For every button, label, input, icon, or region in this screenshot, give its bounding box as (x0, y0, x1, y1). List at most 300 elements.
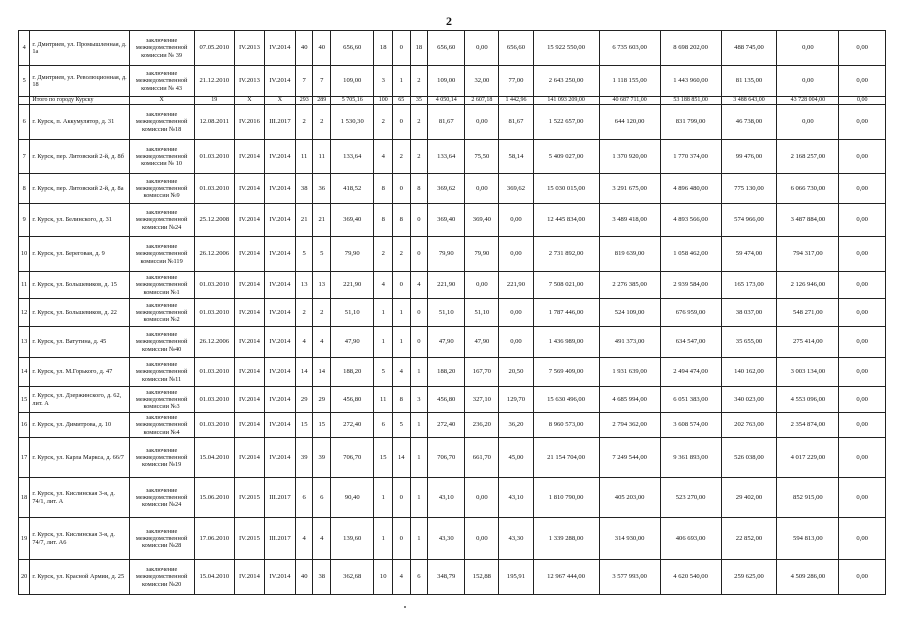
residents-actual-cell: 7 (313, 66, 331, 97)
total-area-cell: 272,40 (331, 413, 374, 438)
row-number-cell: 6 (19, 105, 30, 140)
area-municipal-cell: 58,14 (499, 140, 533, 174)
area-municipal-cell: 36,20 (499, 413, 533, 438)
planned-quarter-cell: X (234, 97, 264, 105)
planned-quarter-cell: IV.2014 (234, 174, 264, 204)
row-number-cell: 17 (19, 438, 30, 478)
rooms-municipal-cell: 1 (410, 358, 428, 387)
area-municipal-cell: 77,00 (499, 66, 533, 97)
document-date-cell: 07.05.2010 (194, 31, 234, 66)
residents-actual-cell: 15 (313, 413, 331, 438)
document-date-cell: 01.03.2010 (194, 387, 234, 413)
area-total-cell: 133,64 (428, 140, 465, 174)
area-total-cell: 369,40 (428, 204, 465, 237)
residents-actual-cell: 39 (313, 438, 331, 478)
funding-fund-cell: 6 735 603,00 (599, 31, 660, 66)
document-cell: заключение межведомственной комиссии №119 (129, 237, 194, 272)
area-private-cell: 0,00 (465, 478, 499, 518)
funding-other-cell: 0,00 (839, 299, 886, 327)
table-row (19, 358, 886, 387)
document-cell: заключение межведомственной комиссии №11 (129, 358, 194, 387)
funding-extra-cell: 794 317,00 (777, 237, 839, 272)
residents-planned-cell: 11 (295, 140, 313, 174)
funding-total-cell: 8 960 573,00 (533, 413, 599, 438)
funding-extra-cell: 3 487 884,00 (777, 204, 839, 237)
row-number-cell: 7 (19, 140, 30, 174)
residents-planned-cell: 293 (295, 97, 313, 105)
funding-local-cell: 775 130,00 (721, 174, 777, 204)
planned-quarter-cell: IV.2014 (234, 140, 264, 174)
document-date-cell: 01.03.2010 (194, 272, 234, 299)
total-area-cell: 188,20 (331, 358, 374, 387)
residents-actual-cell: 4 (313, 327, 331, 358)
rooms-total-cell: 8 (374, 174, 393, 204)
funding-region-cell: 53 188 851,00 (660, 97, 721, 105)
funding-other-cell: 0,00 (839, 438, 886, 478)
rooms-municipal-cell: 8 (410, 174, 428, 204)
rooms-total-cell: 1 (374, 299, 393, 327)
area-municipal-cell: 129,70 (499, 387, 533, 413)
rooms-total-cell: 5 (374, 358, 393, 387)
rooms-private-cell: 0 (393, 31, 411, 66)
document-cell: заключение межведомственной комиссии №40 (129, 327, 194, 358)
funding-total-cell: 12 445 834,00 (533, 204, 599, 237)
funding-fund-cell: 3 291 675,00 (599, 174, 660, 204)
area-total-cell: 188,20 (428, 358, 465, 387)
address-cell: г. Курск, ул. Карла Маркса, д. 66/7 (30, 438, 129, 478)
area-total-cell: 81,67 (428, 105, 465, 140)
planned-quarter-cell: IV.2014 (234, 560, 264, 595)
rooms-municipal-cell: 2 (410, 105, 428, 140)
funding-other-cell: 0,00 (839, 204, 886, 237)
rooms-total-cell: 2 (374, 237, 393, 272)
row-number-cell: 18 (19, 478, 30, 518)
area-municipal-cell: 43,30 (499, 518, 533, 560)
funding-fund-cell: 314 930,00 (599, 518, 660, 560)
actual-quarter-cell: IV.2014 (264, 560, 295, 595)
funding-extra-cell: 4 509 286,00 (777, 560, 839, 595)
residents-actual-cell: 40 (313, 31, 331, 66)
rooms-private-cell: 4 (393, 560, 411, 595)
funding-other-cell: 0,00 (839, 358, 886, 387)
address-cell: г. Курск, пер. Литовский 2-й, д. 8а (30, 174, 129, 204)
funding-region-cell: 1 770 374,00 (660, 140, 721, 174)
actual-quarter-cell: IV.2014 (264, 66, 295, 97)
actual-quarter-cell: IV.2014 (264, 140, 295, 174)
rooms-municipal-cell: 1 (410, 518, 428, 560)
address-cell: г. Курск, ул. Кислинская 3-я, д. 74/1, лит. А (30, 478, 129, 518)
address-cell: г. Курск, ул. Береговая, д. 9 (30, 237, 129, 272)
planned-quarter-cell: IV.2016 (234, 105, 264, 140)
rooms-municipal-cell: 2 (410, 66, 428, 97)
funding-extra-cell: 3 003 134,00 (777, 358, 839, 387)
funding-other-cell: 0,00 (839, 97, 886, 105)
funding-total-cell: 1 810 790,00 (533, 478, 599, 518)
actual-quarter-cell: IV.2014 (264, 358, 295, 387)
area-private-cell: 0,00 (465, 105, 499, 140)
page-number: 2 (446, 14, 452, 28)
area-municipal-cell: 0,00 (499, 204, 533, 237)
funding-extra-cell: 275 414,00 (777, 327, 839, 358)
document-date-cell: 01.03.2010 (194, 413, 234, 438)
planned-quarter-cell: IV.2014 (234, 272, 264, 299)
area-private-cell: 0,00 (465, 272, 499, 299)
table-row (19, 413, 886, 438)
rooms-total-cell: 1 (374, 327, 393, 358)
rooms-private-cell: 1 (393, 299, 411, 327)
area-municipal-cell: 195,91 (499, 560, 533, 595)
document-date-cell: 15.04.2010 (194, 560, 234, 595)
funding-local-cell: 59 474,00 (721, 237, 777, 272)
document-cell: заключение межведомственной комиссии №19 (129, 438, 194, 478)
area-private-cell: 2 607,18 (465, 97, 499, 105)
funding-fund-cell: 2 794 362,00 (599, 413, 660, 438)
funding-extra-cell: 4 553 096,00 (777, 387, 839, 413)
row-number-cell: 14 (19, 358, 30, 387)
funding-fund-cell: 4 685 994,00 (599, 387, 660, 413)
row-number-cell: 4 (19, 31, 30, 66)
table-row (19, 560, 886, 595)
funding-other-cell: 0,00 (839, 413, 886, 438)
funding-fund-cell: 7 249 544,00 (599, 438, 660, 478)
residents-planned-cell: 21 (295, 204, 313, 237)
funding-extra-cell: 0,00 (777, 66, 839, 97)
funding-fund-cell: 819 639,00 (599, 237, 660, 272)
area-total-cell: 456,80 (428, 387, 465, 413)
document-cell: заключение межведомственной комиссии № 43 (129, 66, 194, 97)
area-private-cell: 79,90 (465, 237, 499, 272)
funding-total-cell: 7 508 021,00 (533, 272, 599, 299)
planned-quarter-cell: IV.2013 (234, 31, 264, 66)
funding-other-cell: 0,00 (839, 272, 886, 299)
funding-fund-cell: 2 276 385,00 (599, 272, 660, 299)
document-cell: заключение межведомственной комиссии №3 (129, 387, 194, 413)
address-cell: г. Курск, ул. Ватутина, д. 45 (30, 327, 129, 358)
funding-region-cell: 4 893 566,00 (660, 204, 721, 237)
funding-local-cell: 22 852,00 (721, 518, 777, 560)
funding-region-cell: 4 896 480,00 (660, 174, 721, 204)
residents-actual-cell: 21 (313, 204, 331, 237)
residents-planned-cell: 2 (295, 105, 313, 140)
rooms-private-cell: 0 (393, 174, 411, 204)
funding-extra-cell: 4 017 229,00 (777, 438, 839, 478)
rooms-municipal-cell: 2 (410, 140, 428, 174)
row-number-cell: 11 (19, 272, 30, 299)
funding-extra-cell: 2 126 946,00 (777, 272, 839, 299)
address-cell: г. Курск, ул. Большевиков, д. 22 (30, 299, 129, 327)
planned-quarter-cell: IV.2015 (234, 478, 264, 518)
rooms-municipal-cell: 0 (410, 237, 428, 272)
area-private-cell: 0,00 (465, 31, 499, 66)
rooms-municipal-cell: 4 (410, 272, 428, 299)
rooms-private-cell: 8 (393, 204, 411, 237)
rooms-total-cell: 18 (374, 31, 393, 66)
table-row (19, 237, 886, 272)
document-date-cell: 01.03.2010 (194, 140, 234, 174)
table-row (19, 140, 886, 174)
row-number-cell: 10 (19, 237, 30, 272)
funding-other-cell: 0,00 (839, 478, 886, 518)
area-total-cell: 369,62 (428, 174, 465, 204)
row-number-cell: 8 (19, 174, 30, 204)
funding-local-cell: 488 745,00 (721, 31, 777, 66)
address-cell: г. Курск, ул. М.Горького, д. 47 (30, 358, 129, 387)
row-number-cell (19, 97, 30, 105)
document-date-cell: 26.12.2006 (194, 327, 234, 358)
rooms-private-cell: 0 (393, 272, 411, 299)
area-private-cell: 32,00 (465, 66, 499, 97)
rooms-municipal-cell: 18 (410, 31, 428, 66)
funding-total-cell: 2 731 892,00 (533, 237, 599, 272)
rooms-total-cell: 4 (374, 272, 393, 299)
document-cell: заключение межведомственной комиссии № 10 (129, 140, 194, 174)
funding-fund-cell: 3 489 418,00 (599, 204, 660, 237)
funding-total-cell: 15 030 015,00 (533, 174, 599, 204)
table-row (19, 272, 886, 299)
planned-quarter-cell: IV.2015 (234, 518, 264, 560)
funding-other-cell: 0,00 (839, 66, 886, 97)
address-cell: Итого по городу Курску (30, 97, 129, 105)
row-number-cell: 5 (19, 66, 30, 97)
rooms-private-cell: 4 (393, 358, 411, 387)
funding-other-cell: 0,00 (839, 105, 886, 140)
funding-fund-cell: 3 577 993,00 (599, 560, 660, 595)
rooms-total-cell: 1 (374, 478, 393, 518)
area-private-cell: 236,20 (465, 413, 499, 438)
total-row (19, 97, 886, 105)
residents-planned-cell: 40 (295, 560, 313, 595)
funding-local-cell: 140 162,00 (721, 358, 777, 387)
funding-extra-cell: 594 813,00 (777, 518, 839, 560)
actual-quarter-cell: IV.2014 (264, 327, 295, 358)
table-row (19, 31, 886, 66)
area-total-cell: 43,10 (428, 478, 465, 518)
area-private-cell: 661,70 (465, 438, 499, 478)
residents-actual-cell: 5 (313, 237, 331, 272)
residents-planned-cell: 7 (295, 66, 313, 97)
residents-planned-cell: 14 (295, 358, 313, 387)
total-area-cell: 133,64 (331, 140, 374, 174)
actual-quarter-cell: IV.2014 (264, 438, 295, 478)
funding-local-cell: 259 625,00 (721, 560, 777, 595)
rooms-municipal-cell: 3 (410, 387, 428, 413)
rooms-total-cell: 1 (374, 518, 393, 560)
table-row (19, 327, 886, 358)
address-cell: г. Курск, ул. Большевиков, д. 15 (30, 272, 129, 299)
planned-quarter-cell: IV.2014 (234, 438, 264, 478)
rooms-total-cell: 8 (374, 204, 393, 237)
funding-extra-cell: 0,00 (777, 105, 839, 140)
funding-extra-cell: 2 354 874,00 (777, 413, 839, 438)
area-total-cell: 656,60 (428, 31, 465, 66)
rooms-private-cell: 0 (393, 478, 411, 518)
row-number-cell: 19 (19, 518, 30, 560)
total-area-cell: 109,00 (331, 66, 374, 97)
funding-other-cell: 0,00 (839, 31, 886, 66)
funding-region-cell: 523 270,00 (660, 478, 721, 518)
funding-local-cell: 35 655,00 (721, 327, 777, 358)
row-number-cell: 15 (19, 387, 30, 413)
actual-quarter-cell: IV.2014 (264, 272, 295, 299)
total-area-cell: 90,40 (331, 478, 374, 518)
funding-extra-cell: 852 915,00 (777, 478, 839, 518)
funding-local-cell: 81 135,00 (721, 66, 777, 97)
funding-local-cell: 38 037,00 (721, 299, 777, 327)
total-area-cell: 706,70 (331, 438, 374, 478)
area-private-cell: 152,88 (465, 560, 499, 595)
area-total-cell: 4 050,14 (428, 97, 465, 105)
area-municipal-cell: 1 442,96 (499, 97, 533, 105)
funding-other-cell: 0,00 (839, 387, 886, 413)
address-cell: г. Курск, ул. Димитрова, д. 10 (30, 413, 129, 438)
rooms-private-cell: 5 (393, 413, 411, 438)
residents-actual-cell: 29 (313, 387, 331, 413)
funding-region-cell: 2 939 584,00 (660, 272, 721, 299)
rooms-private-cell: 0 (393, 518, 411, 560)
total-area-cell: 656,60 (331, 31, 374, 66)
residents-planned-cell: 38 (295, 174, 313, 204)
total-area-cell: 456,80 (331, 387, 374, 413)
rooms-private-cell: 2 (393, 140, 411, 174)
total-area-cell: 47,90 (331, 327, 374, 358)
document-date-cell: 01.03.2010 (194, 358, 234, 387)
residents-planned-cell: 39 (295, 438, 313, 478)
residents-actual-cell: 36 (313, 174, 331, 204)
funding-fund-cell: 524 109,00 (599, 299, 660, 327)
funding-local-cell: 526 038,00 (721, 438, 777, 478)
area-municipal-cell: 20,50 (499, 358, 533, 387)
residents-actual-cell: 13 (313, 272, 331, 299)
area-private-cell: 51,10 (465, 299, 499, 327)
funding-other-cell: 0,00 (839, 174, 886, 204)
funding-total-cell: 5 409 027,00 (533, 140, 599, 174)
funding-local-cell: 340 023,00 (721, 387, 777, 413)
actual-quarter-cell: IV.2014 (264, 31, 295, 66)
area-municipal-cell: 369,62 (499, 174, 533, 204)
funding-fund-cell: 644 120,00 (599, 105, 660, 140)
document-cell: заключение межведомственной комиссии № 39 (129, 31, 194, 66)
address-cell: г. Курск, пер. Литовский 2-й, д. 8б (30, 140, 129, 174)
total-area-cell: 5 705,16 (331, 97, 374, 105)
rooms-total-cell: 15 (374, 438, 393, 478)
funding-local-cell: 165 173,00 (721, 272, 777, 299)
row-number-cell: 20 (19, 560, 30, 595)
residents-planned-cell: 15 (295, 413, 313, 438)
planned-quarter-cell: IV.2014 (234, 237, 264, 272)
rooms-private-cell: 0 (393, 105, 411, 140)
residents-actual-cell: 2 (313, 299, 331, 327)
funding-region-cell: 9 361 893,00 (660, 438, 721, 478)
funding-total-cell: 21 154 704,00 (533, 438, 599, 478)
residents-actual-cell: 2 (313, 105, 331, 140)
residents-planned-cell: 4 (295, 327, 313, 358)
rooms-municipal-cell: 0 (410, 204, 428, 237)
funding-fund-cell: 491 373,00 (599, 327, 660, 358)
planned-quarter-cell: IV.2014 (234, 358, 264, 387)
funding-local-cell: 46 738,00 (721, 105, 777, 140)
table-row (19, 478, 886, 518)
funding-region-cell: 676 959,00 (660, 299, 721, 327)
funding-fund-cell: 1 931 639,00 (599, 358, 660, 387)
area-municipal-cell: 656,60 (499, 31, 533, 66)
funding-total-cell: 15 630 496,00 (533, 387, 599, 413)
table-row (19, 518, 886, 560)
document-cell: заключение межведомственной комиссии №24 (129, 478, 194, 518)
funding-total-cell: 7 569 409,00 (533, 358, 599, 387)
funding-region-cell: 3 608 574,00 (660, 413, 721, 438)
funding-local-cell: 574 966,00 (721, 204, 777, 237)
row-number-cell: 13 (19, 327, 30, 358)
planned-quarter-cell: IV.2014 (234, 204, 264, 237)
area-total-cell: 51,10 (428, 299, 465, 327)
funding-other-cell: 0,00 (839, 237, 886, 272)
table-row (19, 438, 886, 478)
funding-other-cell: 0,00 (839, 518, 886, 560)
rooms-total-cell: 2 (374, 105, 393, 140)
residents-planned-cell: 6 (295, 478, 313, 518)
table-row (19, 204, 886, 237)
document-date-cell: 01.03.2010 (194, 174, 234, 204)
funding-other-cell: 0,00 (839, 140, 886, 174)
funding-total-cell: 141 093 209,00 (533, 97, 599, 105)
funding-fund-cell: 40 687 711,00 (599, 97, 660, 105)
document-date-cell: 15.06.2010 (194, 478, 234, 518)
funding-local-cell: 29 402,00 (721, 478, 777, 518)
total-area-cell: 369,40 (331, 204, 374, 237)
area-total-cell: 79,90 (428, 237, 465, 272)
table-row (19, 387, 886, 413)
funding-fund-cell: 1 370 920,00 (599, 140, 660, 174)
area-private-cell: 369,40 (465, 204, 499, 237)
total-area-cell: 1 530,30 (331, 105, 374, 140)
funding-total-cell: 1 436 989,00 (533, 327, 599, 358)
document-cell: X (129, 97, 194, 105)
rooms-total-cell: 11 (374, 387, 393, 413)
document-date-cell: 25.12.2008 (194, 204, 234, 237)
document-cell: заключение межведомственной комиссии №1 (129, 272, 194, 299)
address-cell: г. Курск, ул. Дзержинского, д. 62, лит. А (30, 387, 129, 413)
area-municipal-cell: 0,00 (499, 299, 533, 327)
rooms-private-cell: 8 (393, 387, 411, 413)
rooms-private-cell: 65 (393, 97, 411, 105)
area-private-cell: 167,70 (465, 358, 499, 387)
funding-region-cell: 6 051 383,00 (660, 387, 721, 413)
actual-quarter-cell: IV.2014 (264, 413, 295, 438)
funding-region-cell: 1 443 960,00 (660, 66, 721, 97)
actual-quarter-cell: IV.2014 (264, 299, 295, 327)
document-date-cell: 17.06.2010 (194, 518, 234, 560)
address-cell: г. Дмитриев, ул. Промышленная, д. 1а (30, 31, 129, 66)
residents-actual-cell: 11 (313, 140, 331, 174)
table-row (19, 66, 886, 97)
table-row (19, 105, 886, 140)
funding-region-cell: 406 693,00 (660, 518, 721, 560)
area-total-cell: 706,70 (428, 438, 465, 478)
total-area-cell: 418,52 (331, 174, 374, 204)
area-municipal-cell: 43,10 (499, 478, 533, 518)
rooms-municipal-cell: 35 (410, 97, 428, 105)
rooms-private-cell: 2 (393, 237, 411, 272)
funding-region-cell: 4 620 540,00 (660, 560, 721, 595)
address-cell: г. Дмитриев, ул. Революционная, д. 18 (30, 66, 129, 97)
area-private-cell: 0,00 (465, 518, 499, 560)
funding-fund-cell: 405 203,00 (599, 478, 660, 518)
funding-local-cell: 3 488 643,00 (721, 97, 777, 105)
actual-quarter-cell: III.2017 (264, 478, 295, 518)
funding-fund-cell: 1 118 155,00 (599, 66, 660, 97)
document-cell: заключение межведомственной комиссии №2 (129, 299, 194, 327)
planned-quarter-cell: IV.2014 (234, 413, 264, 438)
